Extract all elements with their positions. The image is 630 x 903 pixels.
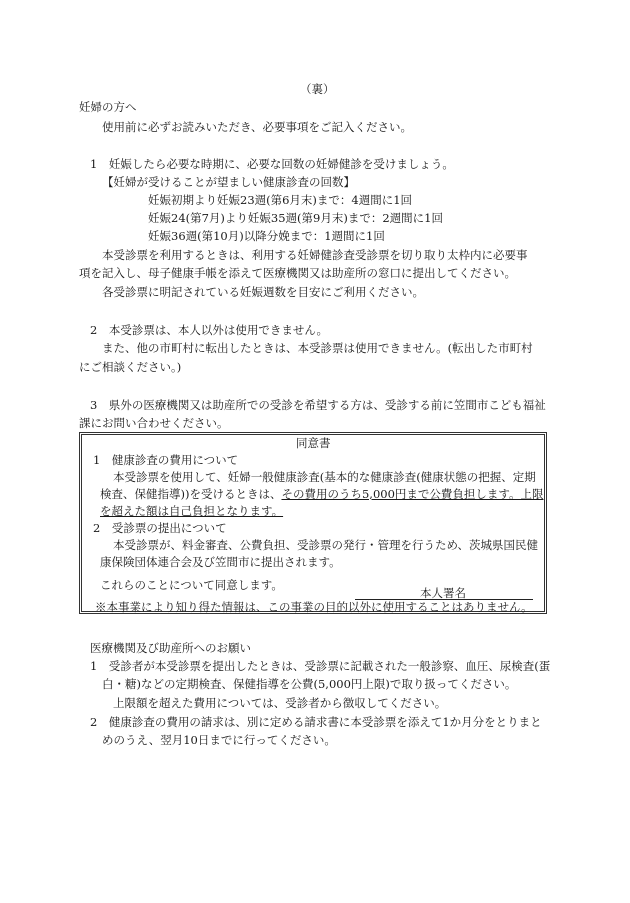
signature-label: 本人署名 xyxy=(420,586,466,600)
institutions-item1-line3: 上限額を超えた費用については、受診者から徴収してください。 xyxy=(113,696,447,710)
institutions-item2-line2: めのうえ、翌月10日までに行ってください。 xyxy=(102,733,336,747)
consent-item2-title: 2 受診票の提出について xyxy=(93,521,227,535)
section2-line2: また、他の市町村に転出したときは、本受診票は使用できません。(転出した市町村 xyxy=(102,341,533,355)
section1-heading: 1 妊娠したら必要な時期に、必要な回数の妊婦健診を受けましょう。 xyxy=(90,157,454,171)
section2-heading: 2 本受診票は、本人以外は使用できません。 xyxy=(90,323,329,337)
consent-item2-line1: 本受診票が、料金審査、公費負担、受診票の発行・管理を行うため、茨城県国民健 xyxy=(113,538,539,552)
consent-item1-line2 xyxy=(100,487,543,501)
schedule-item: 妊娠初期より妊娠23週(第6月末)まで：4週間に1回 xyxy=(148,193,413,207)
page-side-label: （裏） xyxy=(300,82,335,96)
section1-para2: 各受診票に明記されている妊娠週数を目安にご利用ください。 xyxy=(102,285,424,299)
schedule-item: 妊娠36週(第10月)以降分娩まで：1週間に1回 xyxy=(148,229,385,243)
consent-item1-line1: 本受診票を使用して、妊婦一般健康診査(基本的な健康診査(健康状態の把握、定期 xyxy=(113,470,536,484)
intro-notice: 使用前に必ずお読みいただき、必要事項をご記入ください。 xyxy=(102,120,413,134)
section2-line3: にご相談ください。) xyxy=(79,360,182,374)
institutions-item2-line1: 2 健康診査の費用の請求は、別に定める請求書に本受診票を添えて1か月分をとりまと xyxy=(90,715,542,729)
consent-item2-line2: 康保険団体連合会及び笠間市に提出されます。 xyxy=(100,555,341,569)
schedule-item: 妊娠24(第7月)より妊娠35週(第9月末)まで：2週間に1回 xyxy=(148,211,443,225)
consent-agree: これらのことについて同意します。 xyxy=(100,578,283,592)
intro-addressee: 妊婦の方へ xyxy=(79,100,137,114)
section3-line2: 課にお問い合わせください。 xyxy=(79,416,229,430)
section1-para1-line2: 項を記入し、母子健康手帳を添えて医療機関又は助産所の窓口に提出してください。 xyxy=(79,266,516,280)
institutions-title: 医療機関及び助産所へのお願い xyxy=(90,641,251,655)
consent-item1-title: 1 健康診査の費用について xyxy=(93,453,239,467)
consent-item1-line2-text: 検査、保健指導))を受けるときは、 xyxy=(100,487,282,501)
institutions-item1-line1: 1 受診者が本受診票を提出したときは、受診票に記載された一般診察、血圧、尿検査(蛋 xyxy=(90,659,551,673)
consent-cost-underlined: その費用のうち5,000円まで公費負担します。上限 xyxy=(281,487,544,501)
institutions-item1-line2: 白・糖)などの定期検査、保健指導を公費(5,000円上限)で取り扱ってください。 xyxy=(102,677,517,691)
section3-heading: 3 県外の医療機関又は助産所での受診を希望する方は、受診する前に笠間市こども福祉 xyxy=(90,398,546,412)
section1-para1-line1: 本受診票を利用するときは、利用する妊婦健診査受診票を切り取り太枠内に必要事 xyxy=(102,248,528,262)
consent-footnote: ※本事業により知り得た情報は、この事業の目的以外に使用することはありません。 xyxy=(95,600,533,614)
consent-title: 同意書 xyxy=(296,436,331,450)
consent-item1-line3: を超えた額は自己負担となります。 xyxy=(100,504,284,518)
section1-bracket-title: 【妊婦が受けることが望ましい健康診査の回数】 xyxy=(102,175,355,189)
